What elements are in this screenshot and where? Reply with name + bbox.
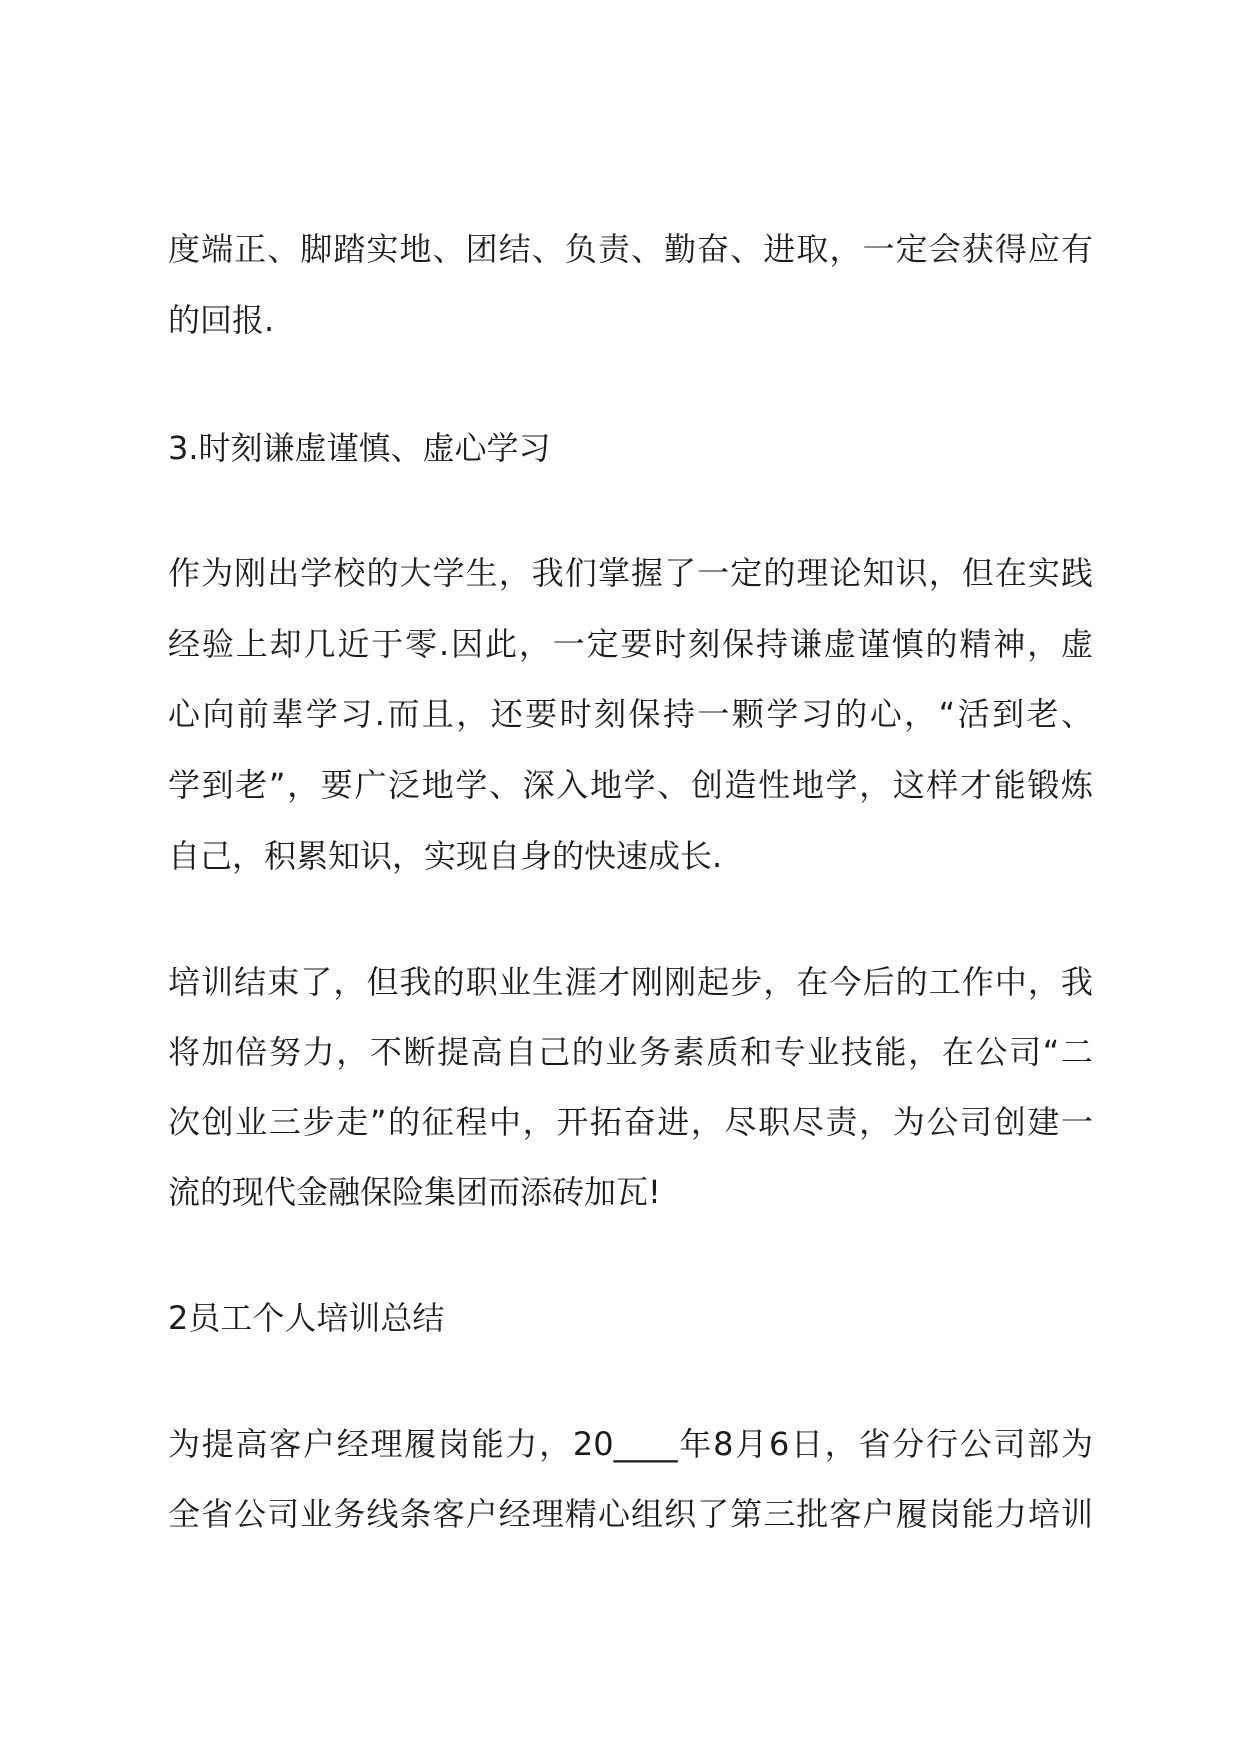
paragraph-line: 的回报. [168, 301, 275, 339]
paragraph-line: 全省公司业务线条客户经理精心组织了第三批客户履岗能力培训 [168, 1495, 1093, 1533]
paragraph-line: 度端正、脚踏实地、团结、负责、勤奋、进取，一定会获得应有 [168, 230, 1093, 268]
paragraph-line: 次创业三步走”的征程中，开拓奋进，尽职尽责，为公司创建一 [168, 1103, 1093, 1141]
section-heading: 2员工个人培训总结 [168, 1299, 445, 1337]
paragraph-line: 培训结束了，但我的职业生涯才刚刚起步，在今后的工作中，我 [168, 963, 1093, 1001]
paragraph-line: 流的现代金融保险集团而添砖加瓦! [168, 1173, 661, 1211]
paragraph-line: 将加倍努力，不断提高自己的业务素质和专业技能，在公司“二 [168, 1033, 1093, 1071]
paragraph-line: 学到老”，要广泛地学、深入地学、创造性地学，这样才能锻炼 [168, 766, 1093, 804]
paragraph-line: 为提高客户经理履岗能力，20____年8月6日，省分行公司部为 [168, 1425, 1093, 1463]
paragraph-line: 作为刚出学校的大学生，我们掌握了一定的理论知识，但在实践 [168, 554, 1093, 592]
paragraph-line: 心向前辈学习.而且，还要时刻保持一颗学习的心，“活到老、 [168, 695, 1093, 733]
section-heading: 3.时刻谦虚谨慎、虚心学习 [168, 429, 551, 467]
paragraph-line: 自己，积累知识，实现自身的快速成长. [168, 837, 723, 875]
paragraph-line: 经验上却几近于零.因此，一定要时刻保持谦虚谨慎的精神，虚 [168, 625, 1093, 663]
